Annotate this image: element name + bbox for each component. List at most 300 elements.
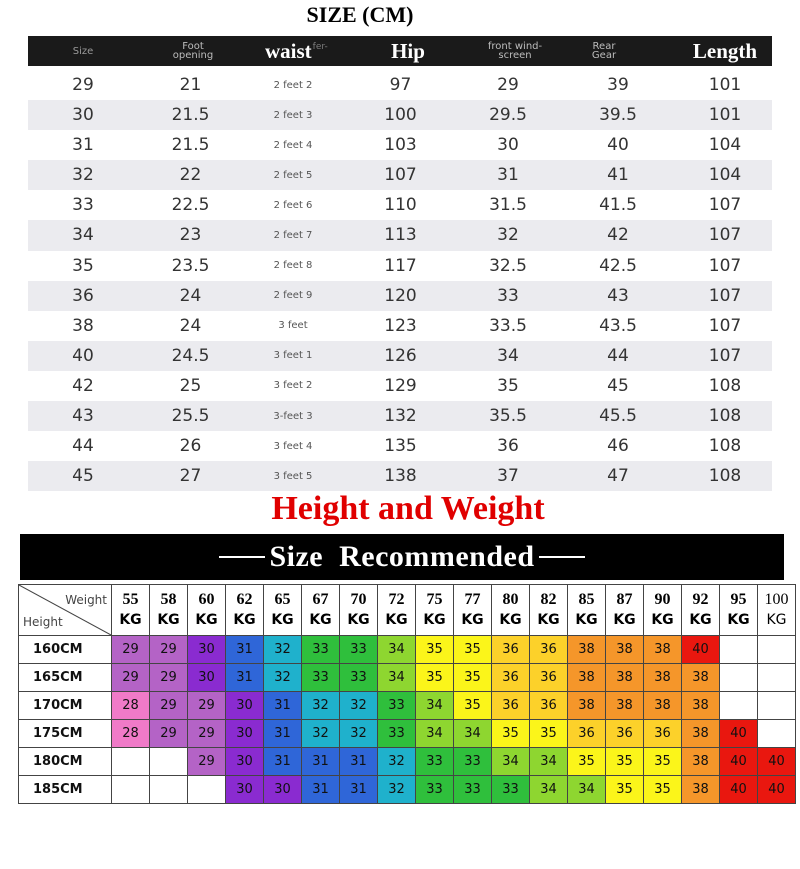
size-recommendation-cell: 35 [454,692,492,720]
size-cell: 30 [72,105,94,126]
size-recommendation-cell: 30 [226,748,264,776]
size-cell: 104 [708,135,742,156]
size-cell: 3 feet 1 [273,350,313,362]
height-row [19,720,796,748]
size-cell: 107 [708,255,742,276]
size-cell: 2 feet 3 [273,109,313,121]
height-label: 175CM [19,720,112,748]
size-cell: 31 [497,165,519,186]
size-recommendation-cell: 31 [226,636,264,664]
weight-unit: KG [537,612,560,628]
size-cell: 138 [384,466,417,487]
weight-unit: KG [651,612,674,628]
size-recommendation-cell: 32 [302,692,340,720]
size-recommendation-cell: 32 [378,776,416,804]
size-recommendation-cell: 32 [264,636,302,664]
size-recommendation-cell [758,720,796,748]
size-cell: 101 [708,105,742,126]
size-recommendation-cell: 33 [378,692,416,720]
size-cell: 43.5 [599,315,637,336]
weight-header-cell [150,585,188,636]
weight-header-cell [568,585,606,636]
size-cell: 32 [72,165,94,186]
size-row [28,431,772,461]
size-recommendation-cell: 34 [416,720,454,748]
size-cell: 42.5 [599,255,637,276]
size-cell: 21.5 [171,135,210,156]
weight-unit: KG [423,612,446,628]
header-waist-tail: fer- [312,41,328,52]
size-cell: 3 feet 4 [273,440,313,452]
weight-header-cell [758,585,796,636]
header-length: Length [692,39,758,63]
size-recommendation-cell: 28 [112,720,150,748]
size-row [28,461,772,491]
weight-header-row [19,585,796,636]
size-cell: 2 feet 7 [273,229,313,241]
grid-corner [19,585,112,636]
weight-value: 75 [426,591,443,608]
size-recommendation-cell: 35 [416,664,454,692]
banner-left-rule [219,556,265,558]
size-cell: 37 [497,466,519,487]
weight-header-cell [492,585,530,636]
size-recommendation-cell: 29 [188,720,226,748]
size-cell: 35.5 [489,406,527,427]
size-cell: 107 [708,195,742,216]
weight-value: 77 [464,591,481,608]
size-recommendation-cell: 30 [188,664,226,692]
size-recommendation-cell: 35 [454,664,492,692]
size-recommendation-cell: 29 [150,720,188,748]
height-row [19,748,796,776]
size-row [28,70,772,100]
size-cell: 22 [179,165,202,186]
size-row [28,251,772,281]
size-cell: 44 [72,436,94,457]
weight-value: 90 [654,591,671,608]
size-recommendation-cell: 36 [530,636,568,664]
size-recommendation-cell: 34 [530,748,568,776]
corner-weight-label: Weight [65,593,107,607]
weight-header-cell [720,585,758,636]
weight-unit: KG [766,612,787,628]
size-recommendation-cell: 29 [188,692,226,720]
size-cell: 2 feet 6 [273,199,313,211]
size-cell: 2 feet 8 [273,260,313,272]
size-cell: 2 feet 5 [273,169,313,181]
size-cell: 44 [607,345,629,366]
weight-value: 55 [122,591,139,608]
size-recommendation-cell: 38 [682,748,720,776]
size-cell: 103 [384,135,417,156]
size-recommendation-cell [720,636,758,664]
weight-header-cell [226,585,264,636]
weight-header-cell [188,585,226,636]
height-label: 170CM [19,692,112,720]
size-cell: 113 [384,225,417,246]
size-recommendation-cell: 33 [340,664,378,692]
height-label: 160CM [19,636,112,664]
size-recommendation-cell: 29 [112,664,150,692]
size-recommendation-cell: 34 [378,636,416,664]
size-cell: 3-feet 3 [273,410,313,422]
size-recommendation-cell: 35 [492,720,530,748]
size-recommendation-cell [720,692,758,720]
size-recommendation-cell: 34 [530,776,568,804]
size-recommendation-cell: 36 [606,720,644,748]
size-recommendation-cell: 40 [720,748,758,776]
size-recommendation-cell: 32 [378,748,416,776]
weight-header-cell [454,585,492,636]
size-cell: 126 [384,345,417,366]
height-row [19,636,796,664]
size-cell: 35 [72,255,94,276]
size-recommendation-cell: 33 [492,776,530,804]
size-cell: 3 feet 5 [273,470,313,482]
size-cell: 31 [72,135,94,156]
size-cell: 108 [708,375,742,396]
size-cell: 21.5 [171,105,210,126]
size-recommendation-cell: 33 [340,636,378,664]
size-row [28,160,772,190]
size-cell: 38 [72,315,94,336]
header-rear-gear: Rear Gear [591,41,617,61]
size-recommendation-cell: 35 [568,748,606,776]
size-recommendation-cell: 35 [644,748,682,776]
size-row [28,100,772,130]
size-cell: 24.5 [171,345,210,366]
size-recommendation-cell: 35 [416,636,454,664]
size-recommended-banner [20,534,784,580]
size-recommendation-cell: 33 [302,664,340,692]
size-row [28,401,772,431]
size-recommendation-cell: 38 [682,720,720,748]
size-recommendation-cell: 32 [340,720,378,748]
size-cell: 108 [708,436,742,457]
header-front-windscreen: front wind- screen [487,41,543,61]
size-recommendation-cell: 31 [340,776,378,804]
size-cell: 33 [72,195,94,216]
size-recommendation-cell: 29 [150,692,188,720]
size-recommendation-cell: 31 [264,748,302,776]
size-cell: 129 [384,375,417,396]
height-weight-title: Height and Weight [271,490,545,527]
size-cell: 39 [607,75,629,95]
size-cell: 42 [607,225,629,246]
size-recommendation-cell [720,664,758,692]
size-cell: 104 [708,165,742,186]
size-recommendation-cell: 31 [226,664,264,692]
size-recommendation-cell: 35 [606,776,644,804]
size-recommendation-cell: 38 [644,664,682,692]
size-recommendation-cell: 36 [644,720,682,748]
weight-value: 67 [312,591,329,608]
height-label: 180CM [19,748,112,776]
size-recommendation-cell: 32 [264,664,302,692]
size-cell: 26 [179,436,202,457]
size-recommendation-cell: 35 [530,720,568,748]
size-cell: 3 feet [278,320,308,332]
size-cell: 32.5 [489,255,527,276]
size-cell: 41 [607,165,629,186]
size-cell: 97 [389,75,412,95]
size-recommendation-cell: 38 [682,664,720,692]
size-cell: 25 [179,375,202,396]
size-chart-title: SIZE (CM) [306,2,414,27]
size-recommendation-cell: 34 [454,720,492,748]
size-recommendation-cell: 36 [492,636,530,664]
weight-unit: KG [575,612,598,628]
size-cell: 30 [497,135,519,156]
size-row [28,341,772,371]
size-recommendation-cell: 29 [112,636,150,664]
weight-header-cell [264,585,302,636]
size-cell: 45.5 [599,406,637,427]
size-cell: 32 [497,225,519,246]
size-recommendation-cell [150,748,188,776]
header-foot-opening: Foot opening [172,41,214,61]
size-recommendation-cell: 32 [340,692,378,720]
weight-value: 85 [578,591,595,608]
weight-unit: KG [727,612,750,628]
weight-header-cell [682,585,720,636]
size-recommendation-cell: 33 [454,748,492,776]
size-recommendation-cell: 30 [188,636,226,664]
size-recommendation-cell: 36 [530,664,568,692]
size-recommendation-cell: 29 [150,664,188,692]
weight-value: 100 [764,591,789,608]
size-cell: 33 [497,285,519,306]
size-recommendation-cell: 31 [264,720,302,748]
size-recommendation-grid [18,584,796,804]
size-recommendation-cell: 35 [454,636,492,664]
weight-value: 95 [730,591,747,608]
size-cell: 23.5 [171,255,210,276]
weight-value: 92 [692,591,709,608]
size-cell: 21 [179,75,202,95]
size-recommendation-cell: 38 [644,636,682,664]
size-recommendation-cell: 40 [758,748,796,776]
weight-value: 72 [388,591,405,608]
header-hip: Hip [391,39,425,63]
size-recommendation-cell [112,748,150,776]
size-recommendation-cell: 31 [302,776,340,804]
size-recommendation-cell: 31 [340,748,378,776]
weight-unit: KG [309,612,332,628]
size-cell: 34 [72,225,94,246]
size-chart-rows [28,70,772,491]
header-size: Size [72,45,94,57]
size-recommendation-cell: 31 [302,748,340,776]
size-recommendation-cell: 38 [682,692,720,720]
weight-header-cell [340,585,378,636]
header-waist-label: waist [265,39,312,63]
size-cell: 107 [384,165,417,186]
weight-unit: KG [271,612,294,628]
size-recommendation-cell: 29 [150,636,188,664]
size-cell: 107 [708,225,742,246]
weight-value: 70 [350,591,367,608]
weight-value: 80 [502,591,519,608]
weight-unit: KG [461,612,484,628]
height-label: 185CM [19,776,112,804]
weight-header-cell [112,585,150,636]
size-cell: 43 [72,406,94,427]
size-row [28,190,772,220]
size-recommendation-cell: 30 [226,720,264,748]
size-cell: 24 [179,285,202,306]
size-cell: 24 [179,315,202,336]
size-recommendation-cell: 34 [568,776,606,804]
size-recommendation-cell [112,776,150,804]
size-recommendation-cell: 32 [302,720,340,748]
size-recommendation-cell: 30 [226,776,264,804]
size-cell: 29 [497,75,519,95]
weight-unit: KG [689,612,712,628]
weight-header-cell [644,585,682,636]
size-cell: 47 [607,466,629,487]
weight-value: 58 [160,591,177,608]
banner-text: Size Recommended [269,540,535,573]
size-cell: 31.5 [489,195,527,216]
weight-unit: KG [195,612,218,628]
size-recommendation-cell [758,636,796,664]
weight-header-cell [416,585,454,636]
weight-value: 82 [540,591,557,608]
size-row [28,371,772,401]
size-recommendation-cell: 40 [682,636,720,664]
size-recommendation-cell: 28 [112,692,150,720]
size-recommendation-cell: 36 [492,664,530,692]
size-recommendation-cell: 38 [644,692,682,720]
weight-unit: KG [499,612,522,628]
size-recommendation-cell: 38 [606,636,644,664]
size-recommendation-cell: 34 [492,748,530,776]
size-recommendation-cell: 33 [454,776,492,804]
weight-unit: KG [613,612,636,628]
size-recommendation-cell: 31 [264,692,302,720]
size-cell: 40 [607,135,629,156]
size-cell: 120 [384,285,417,306]
size-recommendation-cell: 33 [416,748,454,776]
size-recommendation-cell: 34 [378,664,416,692]
size-cell: 36 [72,285,94,306]
size-recommendation-cell: 38 [568,636,606,664]
weight-unit: KG [119,612,142,628]
height-row [19,664,796,692]
size-recommendation-cell: 33 [302,636,340,664]
weight-unit: KG [385,612,408,628]
height-row [19,692,796,720]
size-recommendation-cell: 35 [606,748,644,776]
size-recommendation-cell: 36 [568,720,606,748]
size-recommendation-cell [188,776,226,804]
size-cell: 46 [607,436,629,457]
size-cell: 41.5 [599,195,637,216]
size-cell: 3 feet 2 [273,380,313,392]
size-cell: 101 [708,75,742,95]
corner-height-label: Height [23,615,63,629]
size-recommendation-cell: 33 [416,776,454,804]
size-cell: 132 [384,406,417,427]
size-cell: 108 [708,466,742,487]
size-cell: 40 [72,345,94,366]
size-recommendation-cell: 38 [682,776,720,804]
size-cell: 2 feet 4 [273,139,313,151]
size-recommendation-cell [150,776,188,804]
size-cell: 35 [497,375,519,396]
size-cell: 43 [607,285,629,306]
weight-value: 87 [616,591,633,608]
size-cell: 110 [384,195,417,216]
weight-unit: KG [233,612,256,628]
size-cell: 25.5 [171,406,210,427]
size-cell: 45 [72,466,94,487]
size-recommendation-cell: 36 [492,692,530,720]
size-recommendation-cell: 33 [378,720,416,748]
size-recommendation-cell [758,664,796,692]
size-cell: 135 [384,436,417,457]
size-row [28,281,772,311]
weight-header-cell [606,585,644,636]
size-cell: 107 [708,345,742,366]
header-waist [243,36,343,66]
weight-header-cell [530,585,568,636]
size-cell: 100 [384,105,417,126]
size-cell: 36 [497,436,519,457]
weight-value: 62 [236,591,253,608]
size-cell: 2 feet 9 [273,290,313,302]
size-cell: 29 [72,75,94,95]
weight-unit: KG [157,612,180,628]
size-cell: 34 [497,345,519,366]
size-row [28,311,772,341]
size-cell: 22.5 [171,195,210,216]
size-cell: 33.5 [489,315,527,336]
banner-right-rule [539,556,585,558]
size-recommendation-cell: 40 [720,720,758,748]
size-recommendation-cell: 38 [606,664,644,692]
weight-value: 65 [274,591,291,608]
weight-unit: KG [347,612,370,628]
size-cell: 39.5 [599,105,637,126]
size-recommendation-cell: 38 [606,692,644,720]
size-cell: 107 [708,315,742,336]
size-recommendation-cell: 30 [264,776,302,804]
size-cell: 108 [708,406,742,427]
size-recommendation-cell: 38 [568,692,606,720]
size-recommendation-cell: 38 [568,664,606,692]
size-cell: 45 [607,375,629,396]
size-cell: 29.5 [489,105,527,126]
size-cell: 107 [708,285,742,306]
size-recommendation-cell: 36 [530,692,568,720]
weight-header-cell [378,585,416,636]
size-recommendation-cell: 35 [644,776,682,804]
size-cell: 2 feet 2 [273,79,313,91]
size-cell: 27 [179,466,202,487]
size-cell: 117 [384,255,417,276]
size-recommendation-cell: 29 [188,748,226,776]
size-recommendation-cell: 40 [758,776,796,804]
size-cell: 123 [384,315,417,336]
size-recommendation-cell: 40 [720,776,758,804]
size-recommendation-cell [758,692,796,720]
size-cell: 42 [72,375,94,396]
size-chart-header [28,36,772,66]
size-row [28,130,772,160]
